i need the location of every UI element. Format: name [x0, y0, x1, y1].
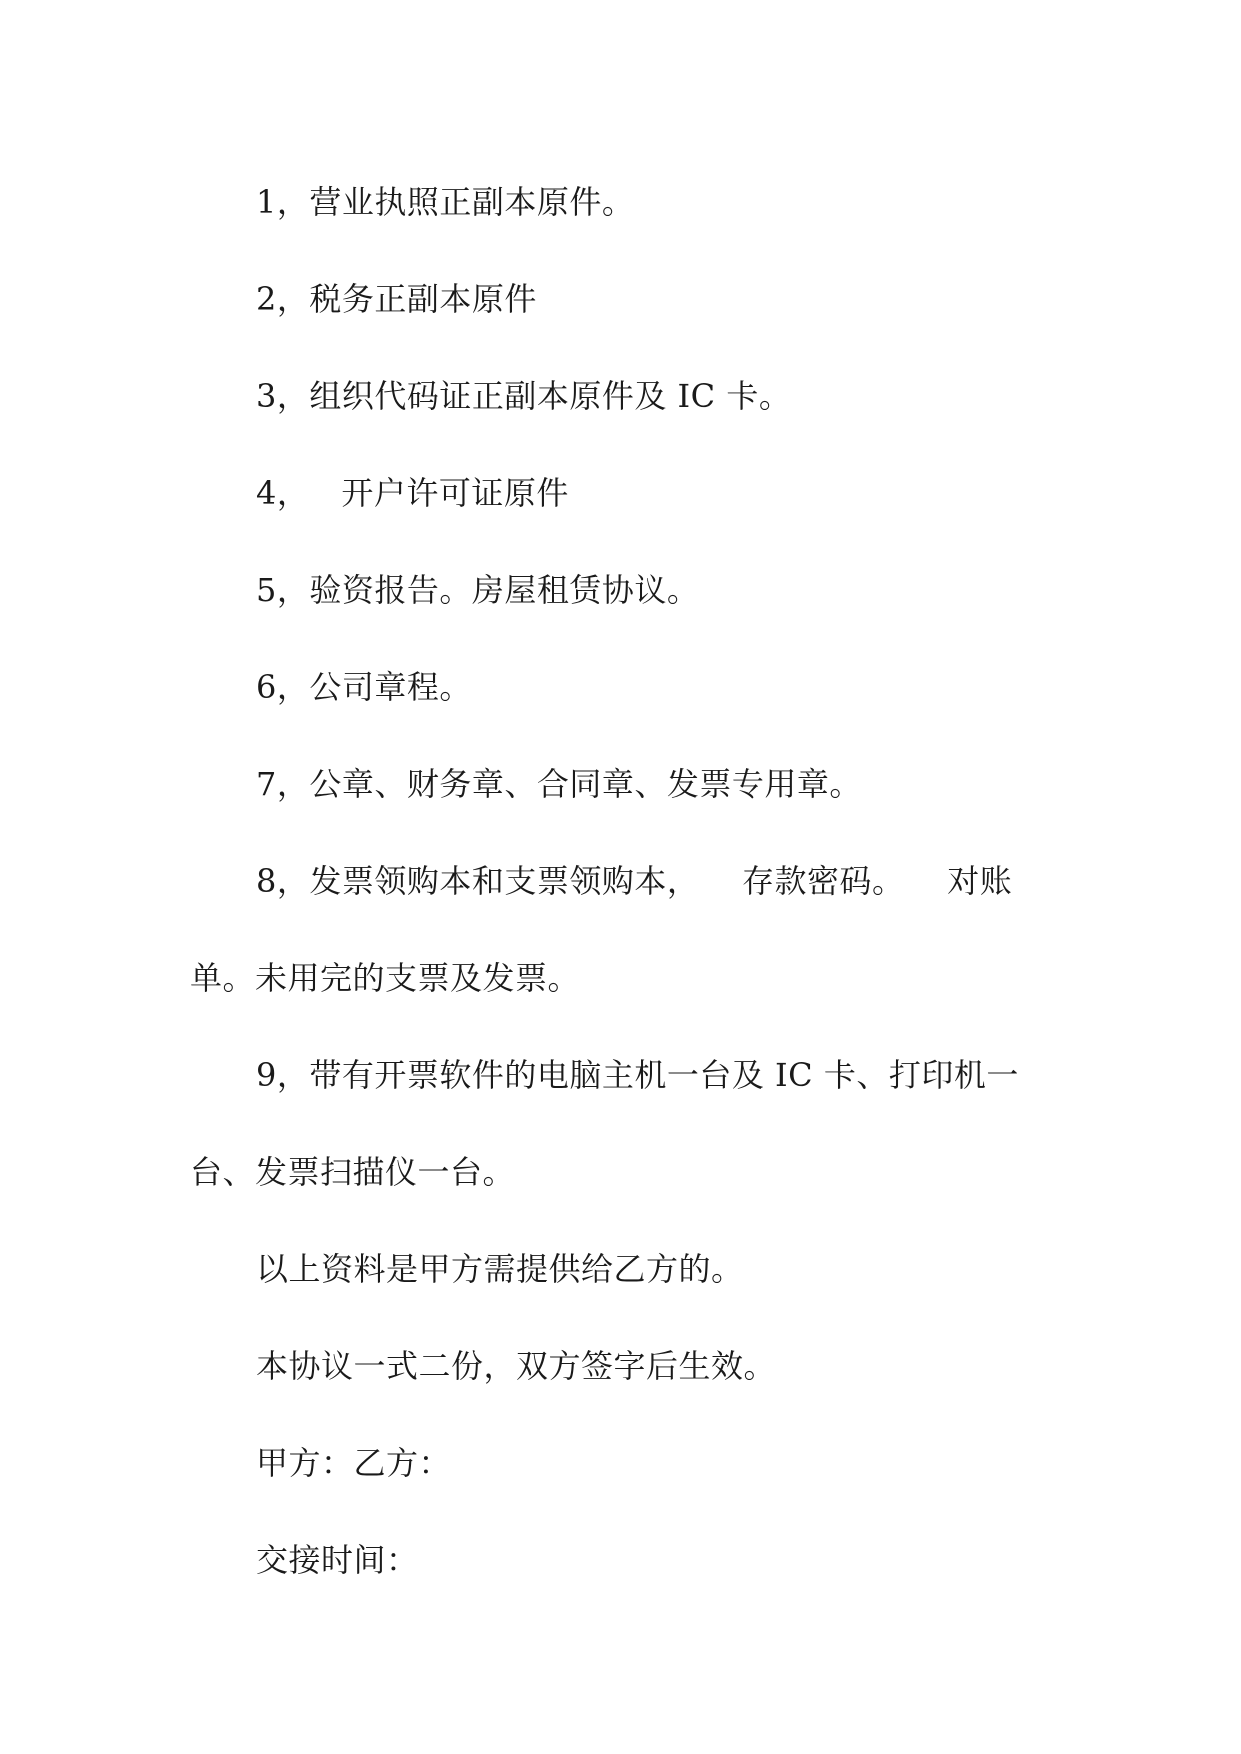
item-5-capital-report: 5，验资报告。房屋租赁协议。	[256, 571, 700, 609]
item-8-continuation: 单。未用完的支票及发票。	[190, 959, 581, 997]
materials-statement: 以上资料是甲方需提供给乙方的。	[256, 1250, 744, 1288]
item-2-tax-certificate: 2，税务正副本原件	[256, 280, 537, 318]
item-1-business-license: 1，营业执照正副本原件。	[256, 183, 635, 221]
item-4-account-permit: 4， 开户许可证原件	[256, 474, 569, 512]
item-7-seals: 7，公章、财务章、合同章、发票专用章。	[256, 765, 862, 803]
item-6-company-charter: 6，公司章程。	[256, 668, 472, 706]
item-9-computer-equipment: 9，带有开票软件的电脑主机一台及 IC 卡、打印机一	[256, 1056, 1019, 1094]
item-8-invoice-books: 8，发票领购本和支票领购本， 存款密码。 对账	[256, 862, 1013, 900]
item-3-organization-code: 3，组织代码证正副本原件及 IC 卡。	[256, 377, 792, 415]
agreement-copies-clause: 本协议一式二份，双方签字后生效。	[256, 1347, 777, 1385]
item-9-continuation: 台、发票扫描仪一台。	[190, 1153, 516, 1191]
party-a-party-b-signature-line: 甲方：乙方：	[256, 1444, 452, 1482]
handover-time-line: 交接时间：	[256, 1541, 419, 1579]
